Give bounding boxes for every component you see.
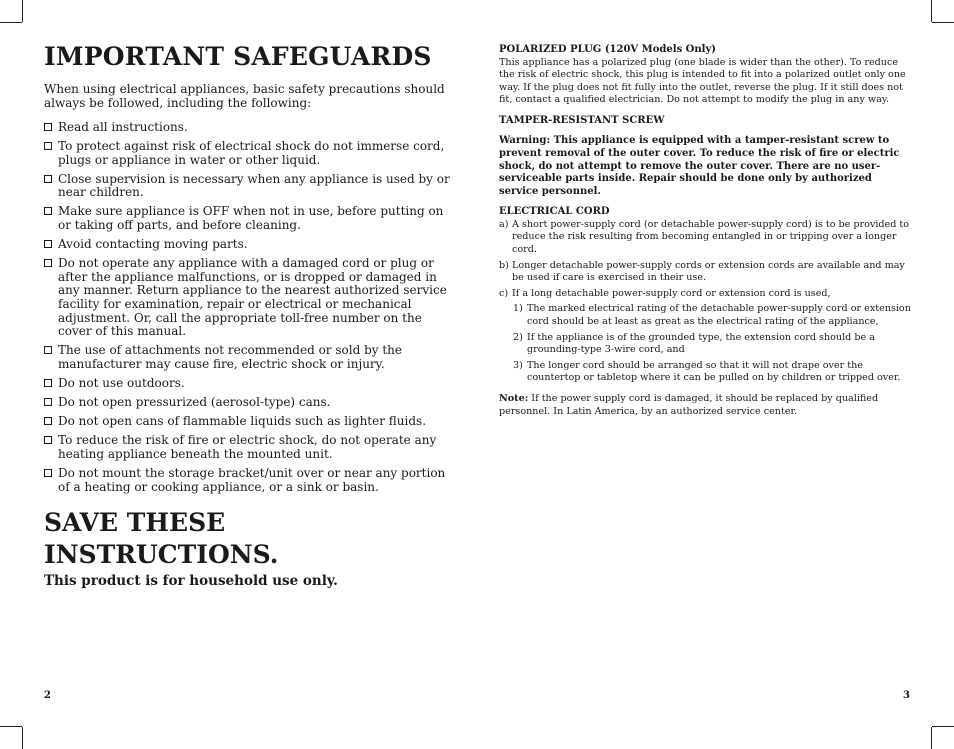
list-item xyxy=(44,257,458,339)
list-item-text: If a long detachable power-supply cord or extension cord is used, xyxy=(512,287,831,299)
list-item-text: Do not open cans of flammable liquids such as lighter fluids. xyxy=(58,414,427,429)
checkbox-bullet-icon xyxy=(44,417,52,425)
safeguard-list xyxy=(44,121,458,494)
list-item xyxy=(44,121,458,135)
list-marker: 3) xyxy=(513,359,523,371)
note-label: Note: xyxy=(499,392,529,404)
crop-mark xyxy=(0,22,22,23)
list-marker: a) xyxy=(499,218,509,230)
list-item xyxy=(44,467,458,494)
crop-mark xyxy=(932,22,954,23)
list-item-text: Longer detachable power-supply cords or extension cords are available and may be used if care is exercised in their use. xyxy=(512,259,905,284)
list-item xyxy=(499,260,911,285)
tamper-screw-heading: TAMPER-RESISTANT SCREW xyxy=(499,114,665,126)
polarized-plug-text: This appliance has a polarized plug (one blade is wider than the other). To reduce the risk of electric shock, this plug is intended to fit into a polarized outlet only one way. If the plug does not fit fully into the outlet, reverse the plug. If it still does not fit, contact a qualified electrician. Do not attempt to modify the plug in any way. xyxy=(499,56,906,106)
list-item xyxy=(499,219,911,257)
list-item-text: Do not mount the storage bracket/unit over or near any portion of a heating or cooking appliance, or a sink or basin. xyxy=(58,465,446,494)
list-item-text: Do not operate any appliance with a damaged cord or plug or after the appliance malfunctions, or is dropped or damaged in any manner. Return appliance to the nearest authorized service facility for examination, repair or electrical or mechanical adjustment. Or, call the appropriate toll-free number on the cover of this manual. xyxy=(58,256,447,339)
list-item-text: Close supervision is necessary when any appliance is used by or near children. xyxy=(58,171,450,200)
page-title: IMPORTANT SAFEGUARDS xyxy=(44,42,432,71)
checkbox-bullet-icon xyxy=(44,346,52,354)
list-item xyxy=(499,288,911,301)
cord-note xyxy=(499,393,911,418)
checkbox-bullet-icon xyxy=(44,142,52,150)
list-item-text: Avoid contacting moving parts. xyxy=(58,237,248,252)
save-instructions-heading: SAVE THESE INSTRUCTIONS. xyxy=(44,508,279,570)
list-item-text: The longer cord should be arranged so that it will not drape over the countertop or tabletop where it can be pulled on by children or tripped over. xyxy=(527,359,901,384)
list-item-text: Do not use outdoors. xyxy=(58,376,185,390)
checkbox-bullet-icon xyxy=(44,379,52,387)
checkbox-bullet-icon xyxy=(44,436,52,444)
list-item xyxy=(44,140,458,167)
list-marker: c) xyxy=(499,287,509,299)
list-item-text: To protect against risk of electrical shock do not immerse cord, plugs or appliance in water or other liquid. xyxy=(58,139,445,167)
list-marker: 1) xyxy=(513,303,523,315)
electrical-cord-heading: ELECTRICAL CORD xyxy=(499,206,610,218)
list-item xyxy=(44,415,458,429)
list-item-text: To reduce the risk of fire or electric shock, do not operate any heating appliance beneath the mounted unit. xyxy=(58,433,437,461)
crop-mark xyxy=(932,726,954,727)
checkbox-bullet-icon xyxy=(44,398,52,406)
list-item xyxy=(44,238,458,252)
crop-mark xyxy=(22,727,23,749)
checkbox-bullet-icon xyxy=(44,240,52,248)
list-marker: b) xyxy=(499,259,509,271)
list-item-text: The marked electrical rating of the detachable power-supply cord or extension cord should be at least as great as the electrical rating of the appliance, xyxy=(527,303,911,327)
list-item-text: Make sure appliance is OFF when not in use, before putting on or taking off parts, and before cleaning. xyxy=(58,204,444,233)
list-item xyxy=(44,434,458,461)
tamper-screw-warning: Warning: This appliance is equipped with a tamper-resistant screw to prevent removal of the outer cover. To reduce the risk of fire or electric shock, do not attempt to remove the outer cover. There are no user-serviceable parts inside. Repair should be done only by authorized service personnel. xyxy=(499,135,900,197)
crop-mark xyxy=(931,0,932,22)
checkbox-bullet-icon xyxy=(44,123,52,131)
list-item-text: If the appliance is of the grounded type, the extension cord should be a grounding-type 3-wire cord, and xyxy=(527,331,875,356)
cord-sub-list xyxy=(513,303,911,385)
checkbox-bullet-icon xyxy=(44,207,52,215)
list-item xyxy=(44,344,458,371)
list-item-text: A short power-supply cord (or detachable power-supply cord) is to be provided to reduce the risk resulting from becoming entangled in or tripping over a longer cord. xyxy=(512,218,910,256)
page-number-right: 3 xyxy=(903,690,910,701)
list-item xyxy=(513,303,911,328)
left-page xyxy=(44,40,458,591)
list-item xyxy=(44,205,458,232)
note-text: If the power supply cord is damaged, it should be replaced by qualified personnel. In Latin America, by an authorized service center. xyxy=(499,392,879,417)
list-item-text: Read all instructions. xyxy=(58,120,188,134)
list-item xyxy=(44,396,458,410)
polarized-plug-heading: POLARIZED PLUG (120V Models Only) xyxy=(499,44,717,55)
household-use-note: This product is for household use only. xyxy=(44,573,338,590)
checkbox-bullet-icon xyxy=(44,259,52,267)
intro-text: When using electrical appliances, basic safety precautions should always be followed, including the following: xyxy=(44,82,445,110)
cord-list xyxy=(499,219,911,301)
right-page xyxy=(499,44,911,418)
crop-mark xyxy=(0,726,22,727)
list-item xyxy=(513,360,911,385)
crop-mark xyxy=(931,727,932,749)
list-item xyxy=(513,332,911,357)
checkbox-bullet-icon xyxy=(44,175,52,183)
list-item xyxy=(44,377,458,391)
list-marker: 2) xyxy=(513,331,523,343)
list-item-text: The use of attachments not recommended or sold by the manufacturer may cause fire, electric shock or injury. xyxy=(58,343,402,371)
crop-mark xyxy=(22,0,23,22)
checkbox-bullet-icon xyxy=(44,469,52,477)
list-item-text: Do not open pressurized (aerosol-type) cans. xyxy=(58,395,331,410)
page-number-left: 2 xyxy=(44,690,51,701)
list-item xyxy=(44,173,458,200)
